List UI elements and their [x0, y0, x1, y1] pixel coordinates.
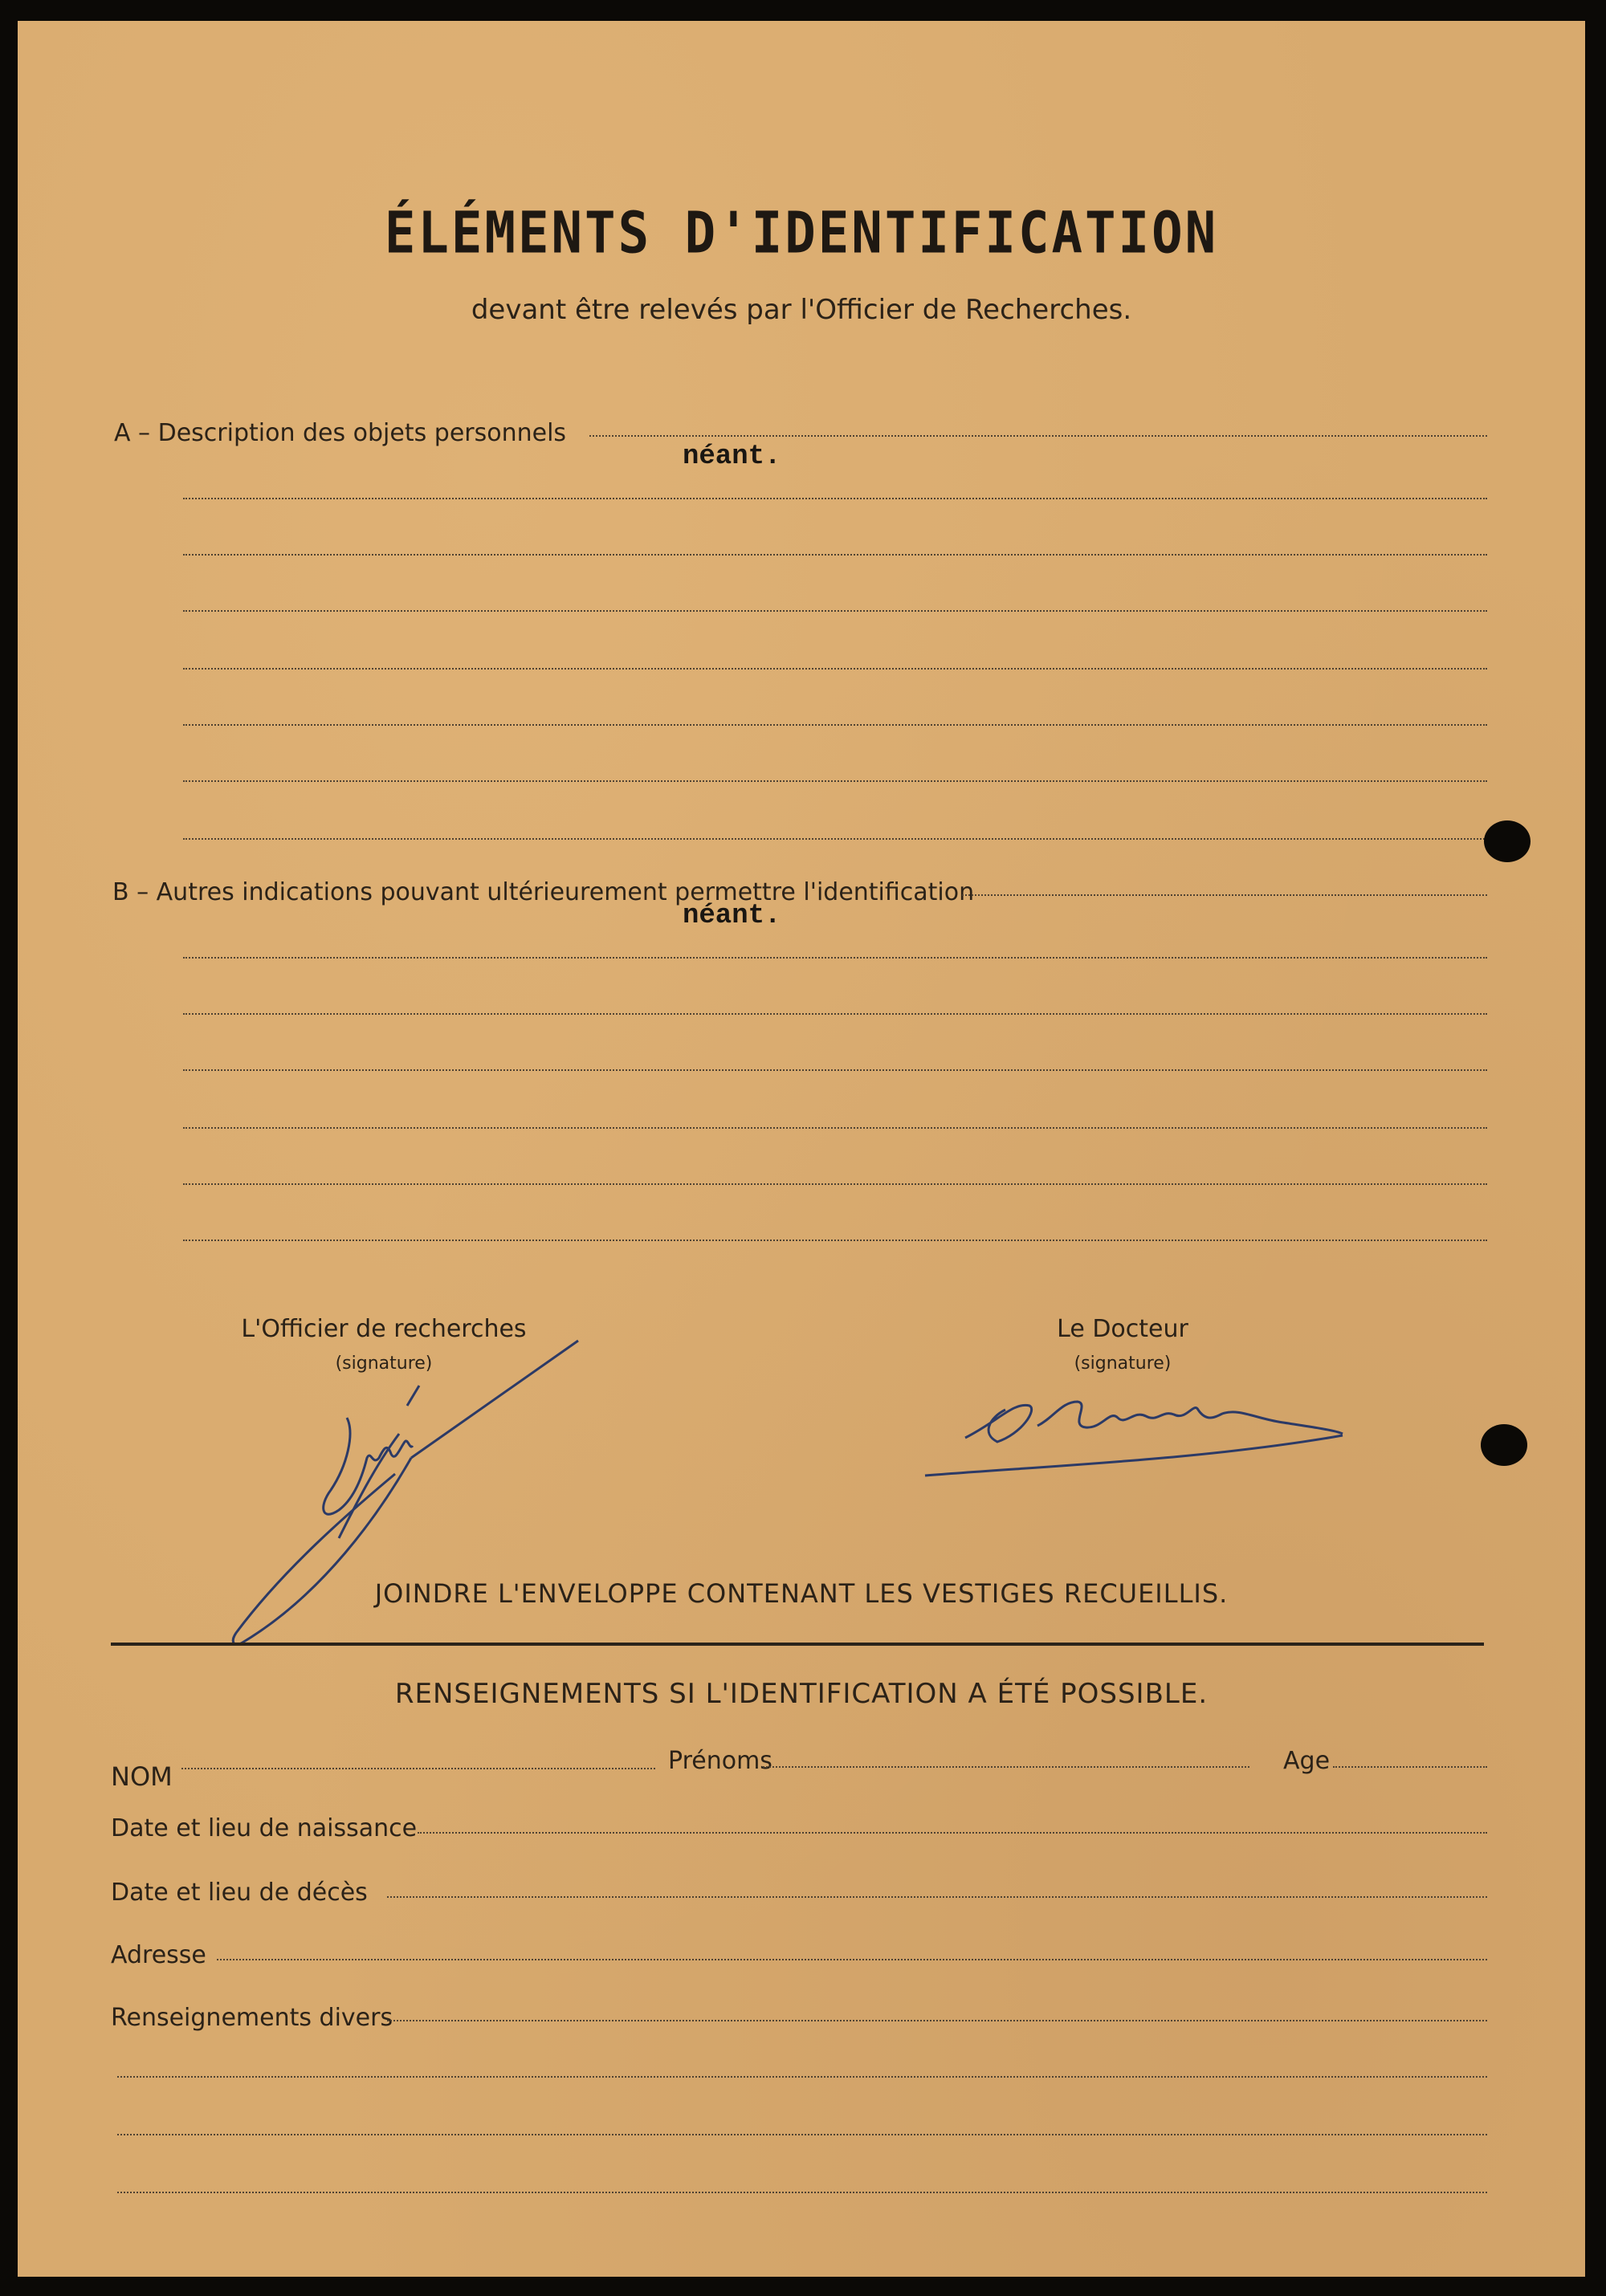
section-b-line-2 [183, 957, 1487, 959]
divers-line-2 [117, 2076, 1487, 2078]
deces-line [387, 1896, 1487, 1898]
section-b-line-4 [183, 1069, 1487, 1071]
section-a-line-7 [183, 780, 1487, 782]
section-a-line-8 [183, 838, 1487, 840]
section-b-label: B – Autres indications pouvant ultérieurement permettre l'identification [112, 878, 975, 906]
section-a-label: A – Description des objets personnels [114, 419, 567, 447]
nom-label: NOM [111, 1761, 173, 1792]
section-a-line-6 [183, 724, 1487, 726]
info-heading: RENSEIGNEMENTS SI L'IDENTIFICATION A ÉTÉ POSSIBLE. [394, 1678, 1209, 1710]
section-b-line-3 [183, 1013, 1487, 1015]
section-a-line-5 [183, 668, 1487, 670]
doctor-signature-label: Le Docteur [1057, 1315, 1188, 1343]
section-b-line-6 [183, 1183, 1487, 1185]
adresse-label: Adresse [111, 1941, 206, 1969]
age-label: Age [1283, 1747, 1331, 1775]
section-b-value: néant. [683, 901, 781, 931]
section-a-line-3 [183, 554, 1487, 556]
form-subtitle: devant être relevés par l'Officier de Recherches. [471, 294, 1132, 326]
section-a-value: néant. [683, 442, 781, 472]
section-b-line-1 [962, 894, 1487, 896]
prenoms-label: Prénoms [668, 1747, 772, 1775]
divers-line-4 [117, 2192, 1487, 2193]
section-a-line-4 [183, 610, 1487, 612]
adresse-line [217, 1959, 1487, 1960]
officer-handwritten-signature [226, 1329, 612, 1667]
doctor-signature-sub: (signature) [1074, 1354, 1172, 1374]
naissance-label: Date et lieu de naissance [111, 1814, 418, 1842]
instruction-text: JOINDRE L'ENVELOPPE CONTENANT LES VESTIGES RECUEILLIS. [374, 1578, 1229, 1609]
divers-label: Renseignements divers [111, 2004, 393, 2032]
officer-signature-label: L'Officier de recherches [241, 1315, 527, 1343]
punch-hole-upper [1484, 820, 1531, 862]
section-divider [111, 1643, 1484, 1646]
age-line [1333, 1766, 1487, 1768]
divers-line-3 [117, 2134, 1487, 2135]
divers-line-1 [387, 2020, 1487, 2021]
section-b-line-5 [183, 1127, 1487, 1129]
form-title: ÉLÉMENTS D'IDENTIFICATION [384, 200, 1219, 267]
naissance-line [418, 1832, 1487, 1834]
section-a-line-1 [589, 435, 1487, 437]
punch-hole-lower [1481, 1424, 1527, 1466]
section-b-line-7 [183, 1240, 1487, 1241]
form-page [18, 21, 1585, 2277]
doctor-handwritten-signature [917, 1386, 1351, 1490]
prenoms-line [763, 1766, 1249, 1768]
nom-line [181, 1768, 655, 1769]
officer-signature-sub: (signature) [335, 1354, 433, 1374]
section-a-line-2 [183, 498, 1487, 499]
deces-label: Date et lieu de décès [111, 1879, 368, 1907]
